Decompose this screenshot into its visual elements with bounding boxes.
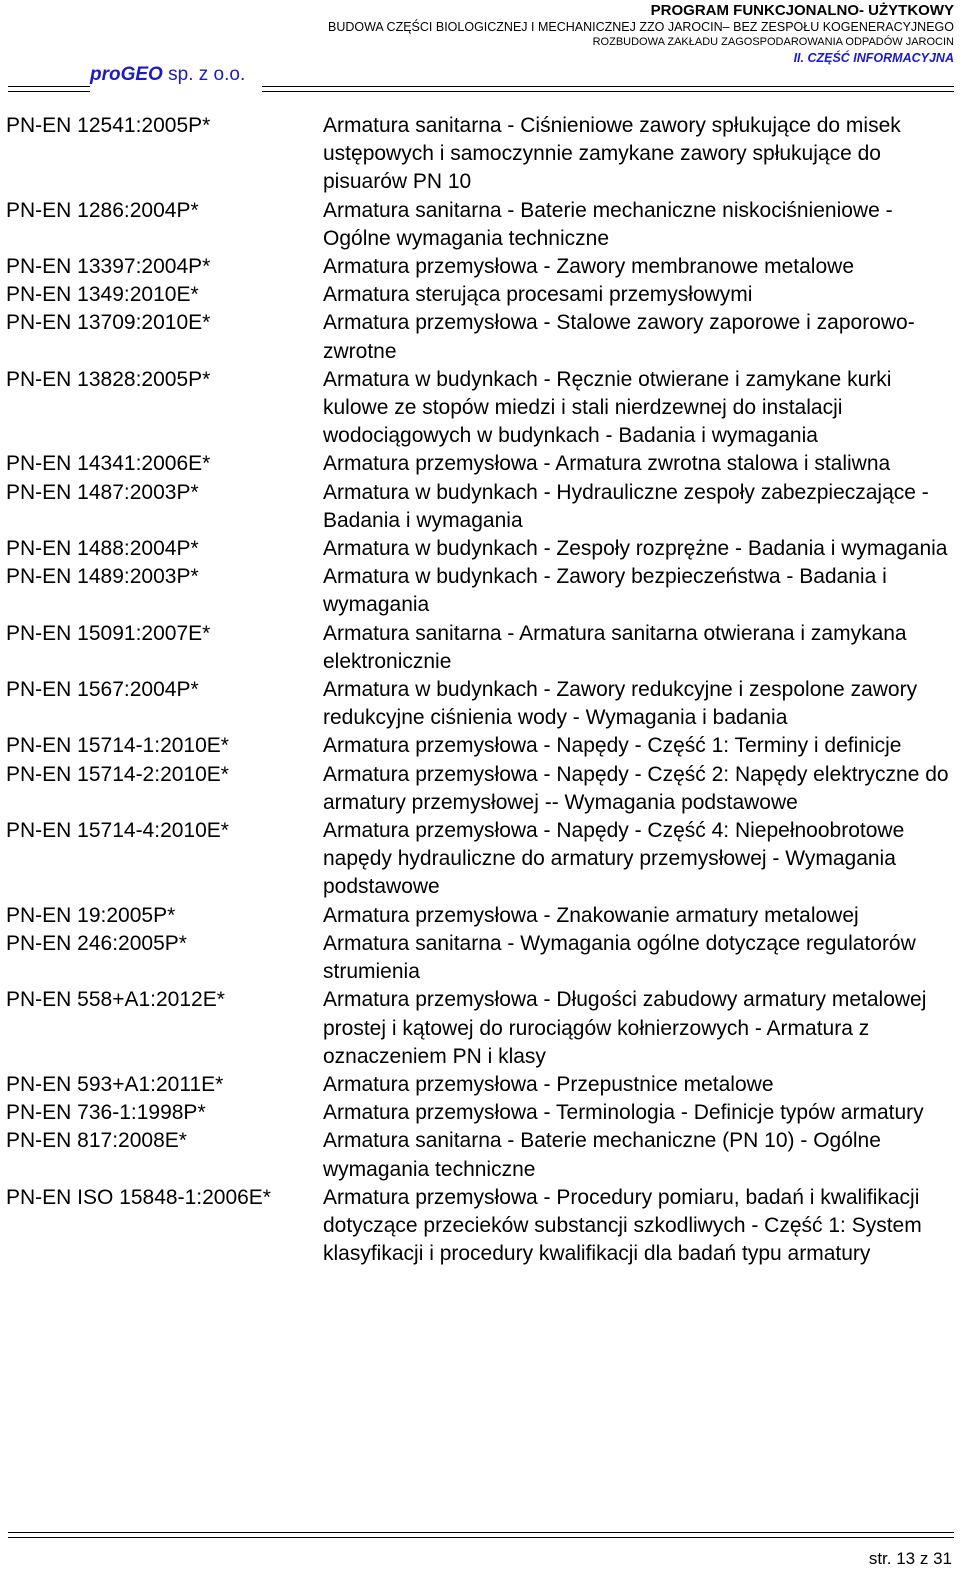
standard-title: Armatura sterująca procesami przemysłowymi [323, 283, 753, 307]
standard-row [6, 902, 956, 930]
standard-title: Armatura przemysłowa - Stalowe zawory zaporowe i zaporowo-zwrotne [323, 311, 915, 363]
standard-title: Armatura sanitarna - Ciśnieniowe zawory spłukujące do misek ustępowych i samoczynnie zamykane zawory spłukujące do pisuarów PN 10 [323, 114, 901, 194]
standard-row [6, 986, 956, 1071]
company-suffix: sp. z o.o. [162, 64, 246, 85]
document-part: II. CZĘŚĆ INFORMACYJNA [793, 51, 954, 65]
standard-code: PN-EN 13709:2010E* [6, 311, 211, 335]
standard-code: PN-EN 12541:2005P* [6, 114, 211, 137]
standard-code: PN-EN 593+A1:2011E* [6, 1072, 224, 1096]
standard-code: PN-EN 13397:2004P* [6, 255, 211, 279]
standard-code: PN-EN 14341:2006E* [6, 452, 211, 476]
standard-title: Armatura przemysłowa - Przepustnice metalowe [323, 1072, 774, 1096]
standard-row [6, 309, 956, 365]
standard-row [6, 253, 956, 281]
standard-code: PN-EN 736-1:1998P* [6, 1101, 206, 1125]
standard-code: PN-EN 15091:2007E* [6, 621, 211, 645]
standard-title: Armatura przemysłowa - Terminologia - Definicje typów armatury [323, 1101, 924, 1125]
project-subtitle: ROZBUDOWA ZAKŁADU ZAGOSPODAROWANIA ODPADÓW JAROCIN [592, 36, 954, 48]
standard-code: PN-EN 1489:2003P* [6, 565, 199, 589]
standard-title: Armatura przemysłowa - Procedury pomiaru, badań i kwalifikacji dotyczące przecieków substancji szkodliwych - Część 1: System klasyfikacji i procedury kwalifikacji dla badań typu armatury [323, 1185, 922, 1266]
standard-row [6, 112, 956, 197]
header-rule-right [262, 86, 954, 92]
standard-row [6, 450, 956, 478]
standard-code: PN-EN 817:2008E* [6, 1129, 187, 1153]
standard-title: Armatura sanitarna - Baterie mechaniczne (PN 10) - Ogólne wymagania techniczne [323, 1129, 881, 1181]
standard-title: Armatura przemysłowa - Napędy - Część 4: Niepełnoobrotowe napędy hydrauliczne do armatury przemysłowej - Wymagania podstawowe [323, 819, 905, 899]
standard-row [6, 535, 956, 563]
standard-row [6, 281, 956, 309]
standard-title: Armatura w budynkach - Hydrauliczne zespoły zabezpieczające - Badania i wymagania [323, 480, 929, 532]
standard-title: Armatura sanitarna - Baterie mechaniczne niskociśnieniowe - Ogólne wymagania techniczne [323, 198, 893, 250]
standard-row [6, 732, 956, 760]
company-brand: proGEO [90, 64, 163, 85]
standard-row [6, 1184, 956, 1269]
standard-row [6, 366, 956, 451]
standard-code: PN-EN 19:2005P* [6, 903, 176, 927]
standard-code: PN-EN 558+A1:2012E* [6, 988, 225, 1012]
standard-code: PN-EN 1488:2004P* [6, 537, 199, 561]
standard-title: Armatura w budynkach - Zawory redukcyjne i zespolone zawory redukcyjne ciśnienia wody - Wymagania i badania [323, 678, 918, 730]
standard-code: PN-EN 15714-4:2010E* [6, 819, 229, 843]
standards-list [6, 112, 956, 1268]
standard-title: Armatura przemysłowa - Znakowanie armatury metalowej [323, 903, 859, 927]
standard-title: Armatura sanitarna - Armatura sanitarna otwierana i zamykana elektronicznie [323, 621, 907, 673]
company-name [90, 64, 245, 86]
standard-row [6, 620, 956, 676]
standard-title: Armatura sanitarna - Wymagania ogólne dotyczące regulatorów strumienia [323, 931, 916, 984]
project-title: BUDOWA CZĘŚCI BIOLOGICZNEJ I MECHANICZNEJ ZZO JAROCIN– BEZ ZESPOŁU KOGENERACYJNEGO [327, 20, 954, 34]
page-header [0, 0, 960, 92]
standard-code: PN-EN 15714-2:2010E* [6, 762, 229, 786]
standard-code: PN-EN 1286:2004P* [6, 198, 199, 222]
standard-title: Armatura przemysłowa - Napędy - Część 1: Terminy i definicje [323, 734, 902, 758]
standard-title: Armatura w budynkach - Zespoły rozprężne - Badania i wymagania [323, 537, 948, 561]
standard-code: PN-EN 1567:2004P* [6, 678, 199, 702]
footer-rule [8, 1532, 954, 1538]
standard-code: PN-EN 13828:2005P* [6, 367, 211, 391]
standard-row [6, 197, 956, 253]
standard-row [6, 1127, 956, 1183]
program-title: PROGRAM FUNKCJONALNO- UŻYTKOWY [650, 2, 954, 19]
standard-title: Armatura w budynkach - Ręcznie otwierane i zamykane kurki kulowe ze stopów miedzi i stali nierdzewnej do instalacji wodociągowych w budynkach - Badania i wymagania [323, 367, 892, 448]
standard-title: Armatura przemysłowa - Napędy - Część 2: Napędy elektryczne do armatury przemysłowej -- Wymagania podstawowe [323, 762, 949, 814]
header-rule-left [8, 86, 90, 92]
standard-row [6, 761, 956, 817]
standard-row [6, 676, 956, 732]
standard-row [6, 1071, 956, 1099]
standard-row [6, 817, 956, 902]
standard-title: Armatura przemysłowa - Zawory membranowe metalowe [323, 255, 854, 279]
standard-row [6, 930, 956, 986]
standard-code: PN-EN 15714-1:2010E* [6, 734, 229, 758]
standard-row [6, 479, 956, 535]
standard-code: PN-EN 246:2005P* [6, 931, 187, 955]
standard-title: Armatura przemysłowa - Armatura zwrotna stalowa i staliwna [323, 452, 891, 476]
standard-title: Armatura w budynkach - Zawory bezpieczeństwa - Badania i wymagania [323, 565, 887, 617]
standard-title: Armatura przemysłowa - Długości zabudowy armatury metalowej prostej i kątowej do rurociągów kołnierzowych - Armatura z oznaczeniem PN i klasy [323, 988, 927, 1068]
page-number: str. 13 z 31 [868, 1549, 952, 1568]
standard-code: PN-EN 1349:2010E* [6, 283, 199, 307]
standard-code: PN-EN ISO 15848-1:2006E* [6, 1185, 271, 1209]
standard-row [6, 1099, 956, 1127]
standard-code: PN-EN 1487:2003P* [6, 480, 199, 504]
standard-row [6, 563, 956, 619]
